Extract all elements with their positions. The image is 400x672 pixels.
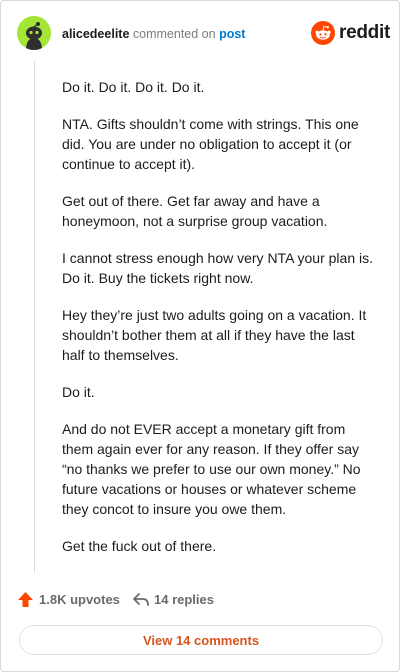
comment-paragraph: Do it. — [62, 384, 95, 400]
comment-paragraph: Do it. Do it. Do it. Do it. — [62, 79, 205, 95]
reddit-wordmark: reddit — [339, 22, 390, 43]
comment-paragraph: NTA. Gifts shouldn’t come with strings. This one did. You are under no obligation to accept it (or continue to accept it). — [62, 116, 359, 172]
post-link[interactable]: post — [219, 27, 246, 41]
thread-line[interactable] — [34, 61, 35, 573]
commented-label: commented on — [132, 27, 216, 41]
reply-count[interactable]: 14 replies — [154, 592, 214, 607]
comment-paragraph: Get out of there. Get far away and have a honeymoon, not a surprise group vacation. — [62, 193, 328, 229]
reddit-alien-icon — [311, 21, 335, 45]
view-comments-button[interactable]: View 14 comments — [19, 625, 383, 655]
upvote-count: 1.8K upvotes — [39, 592, 120, 607]
comment-paragraph: I cannot stress enough how very NTA your plan is. Do it. Buy the tickets right now. — [62, 250, 374, 286]
comment-body — [62, 77, 374, 573]
comment-paragraph: Get the fuck out of there. — [62, 538, 217, 554]
reply-arrow-icon[interactable] — [132, 592, 150, 608]
byline — [62, 26, 245, 42]
comment-paragraph: Hey they’re just two adults going on a vacation. It shouldn’t bother them at all if they have the last half to themselves. — [62, 307, 367, 363]
comment-paragraph: And do not EVER accept a monetary gift from them again ever for any reason. If they offer say “no thanks we prefer to use our own money.” No future vacations or houses or whatever scheme they concot to insure you owe them. — [62, 421, 361, 517]
username-link[interactable]: alicedeelite — [62, 27, 130, 41]
snoo-avatar-icon[interactable] — [17, 16, 51, 50]
comment-header — [1, 1, 400, 67]
upvote-arrow-icon[interactable] — [17, 591, 34, 608]
